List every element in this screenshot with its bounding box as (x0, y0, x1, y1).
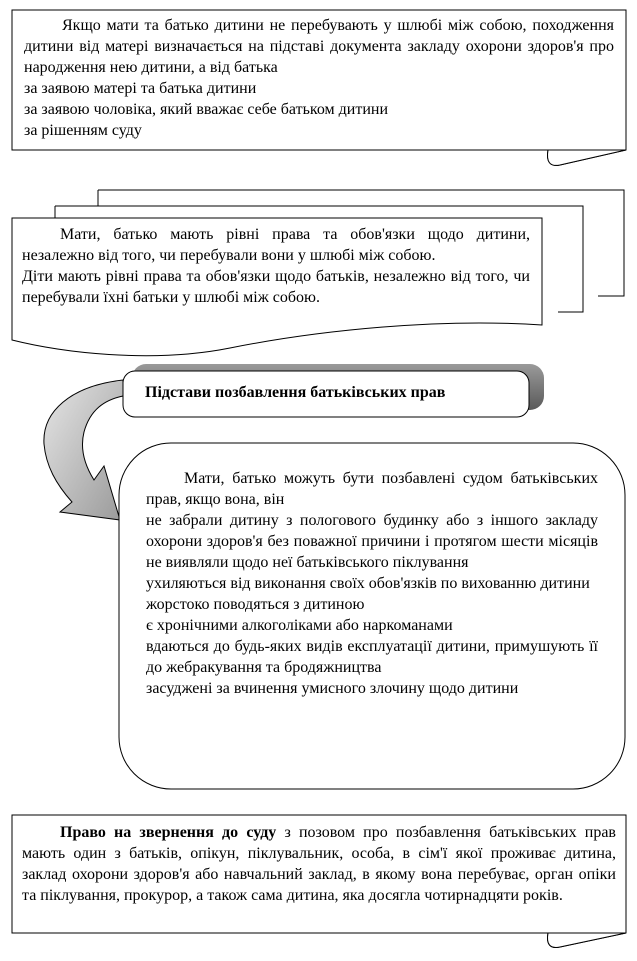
block1-paragraph: Якщо мати та батько дитини не перебувають у шлюбі між собою, походження дитини від матері визначається на підставі документа закладу охорони здоров'я про народження нею дитини, а від батька (24, 17, 614, 76)
note-fold-1 (548, 150, 627, 165)
block3-item: не забрали дитину з пологового будинку або з іншого закладу охорони здоров'я без поважної причини і протягом шести місяців не виявляли щодо неї батьківського піклування (146, 512, 598, 571)
section-title: Підстави позбавлення батьківських прав (145, 384, 446, 401)
block4-rest: з позовом про позбавлення батьківських прав мають один з батьків, опікун, піклувальник, особа, в сім'ї якої проживає дитина, заклад охорони здоров'я або навчальний заклад, в якому вона перебуває, орган опіки та піклування, прокурор, а також сама дитина, яка досягла чотирнадцяти років. (22, 824, 616, 904)
note-fold-4 (548, 933, 627, 947)
block1-text (24, 15, 614, 141)
block3-item: засуджені за вчинення умисного злочину щодо дитини (146, 680, 519, 697)
block2-paragraph-1: Мати, батько мають рівні права та обов'язки щодо дитини, незалежно від того, чи перебували вони у шлюбі між собою. (22, 226, 530, 264)
block4-text (22, 822, 616, 906)
curved-arrow (44, 380, 123, 520)
block1-item-3: за рішенням суду (24, 122, 142, 139)
block4-bold: Право на звернення до суду (60, 824, 277, 841)
block2-paragraph-2: Діти мають рівні права та обов'язки щодо батьків, незалежно від того, чи перебували їхні батьки у шлюбі між собою. (22, 268, 530, 306)
block3-item: ухиляються від виконання своїх обов'язків по вихованню дитини (146, 575, 590, 592)
block1-item-2: за заявою чоловіка, який вважає себе батьком дитини (24, 101, 389, 118)
block3-item: є хронічними алкоголіками або наркоманами (146, 617, 453, 634)
block3-item: вдаються до будь-яких видів експлуатації дитини, примушують її до жебракування та бродяжництва (146, 638, 598, 676)
block3-text (146, 468, 598, 699)
block2-text (22, 224, 530, 308)
block3-intro: Мати, батько можуть бути позбавлені судом батьківських прав, якщо вона, він (146, 470, 598, 508)
block3-item: жорстоко поводяться з дитиною (146, 596, 365, 613)
block4-paragraph (22, 822, 616, 906)
block1-item-1: за заявою матері та батька дитини (24, 80, 257, 97)
